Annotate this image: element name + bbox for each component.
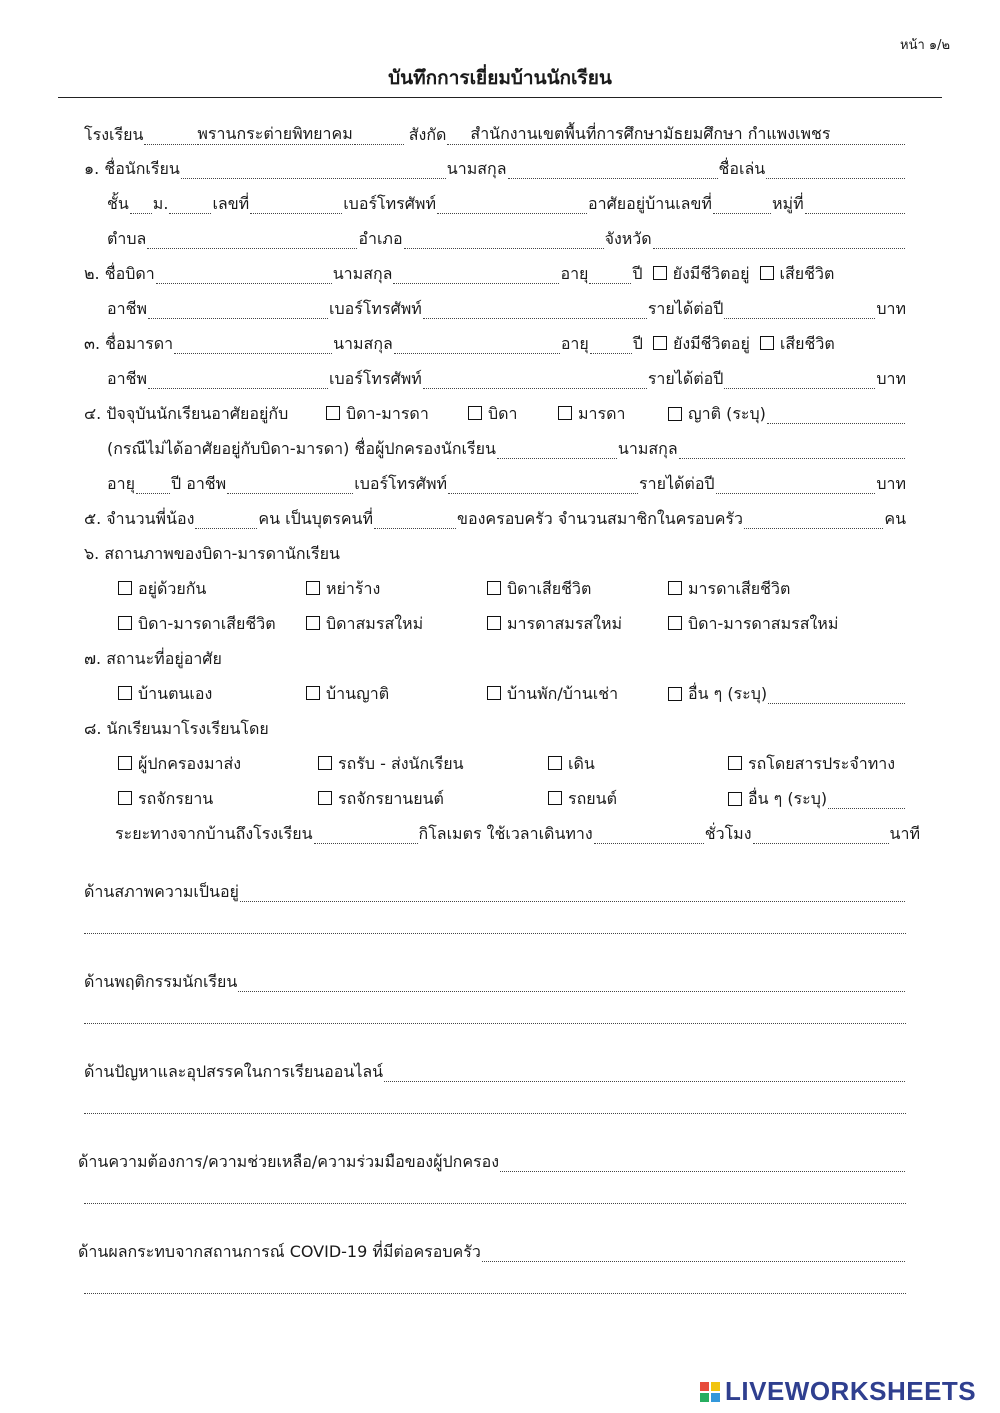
father-job-label: อาชีพ [107, 299, 147, 318]
school-label: โรงเรียน [84, 125, 144, 144]
transport-option[interactable] [318, 754, 464, 774]
s7-label: ๗. สถานะที่อยู่อาศัย [84, 649, 222, 668]
distance-label: ระยะทางจากบ้านถึงโรงเรียน [115, 824, 313, 843]
checkbox-icon [653, 336, 667, 350]
siblings-label: ๕. จำนวนพี่น้อง [84, 509, 195, 528]
district-input[interactable] [404, 232, 604, 249]
mother-deceased-checkbox[interactable] [760, 334, 780, 354]
option-label: มารดาเสียชีวิต [688, 579, 791, 598]
father-year-label: ปี [632, 264, 643, 283]
mother-surname-input[interactable] [394, 337, 560, 354]
checkbox-icon [668, 581, 682, 595]
lives-with-option-relative[interactable] [668, 404, 906, 424]
checkbox-icon [728, 756, 742, 770]
father-income-label: รายได้ต่อปี [647, 299, 724, 318]
online-input[interactable] [384, 1065, 905, 1082]
student-phone-label: เบอร์โทรศัพท์ [343, 194, 437, 213]
transport-option[interactable] [548, 754, 595, 774]
checkbox-icon [326, 406, 340, 420]
option-label: เดิน [568, 754, 595, 773]
transport-option[interactable] [728, 754, 895, 774]
option-label: รถรับ - ส่งนักเรียน [338, 754, 464, 773]
logo-square [711, 1382, 720, 1391]
needs-section [78, 1152, 906, 1172]
mother-income-input[interactable] [724, 372, 875, 389]
school-suffix-line [354, 128, 404, 145]
checkbox-icon [318, 791, 332, 805]
option-label: บิดา-มารดาสมรสใหม่ [688, 614, 839, 633]
student-name-label: ๑. ชื่อนักเรียน [84, 159, 180, 178]
residence-option-other[interactable] [668, 684, 906, 704]
father-baht-label: บาท [876, 299, 906, 318]
option-label: บิดาสมรสใหม่ [326, 614, 424, 633]
guardian-name-input[interactable] [497, 442, 617, 459]
class-input[interactable] [169, 197, 211, 214]
checkbox-icon [468, 406, 482, 420]
siblings-input[interactable] [195, 512, 257, 529]
option-label: รถจักรยาน [138, 789, 214, 808]
s1-row-2 [107, 194, 906, 214]
option-label: บิดา-มารดา [346, 404, 429, 423]
house-number-input[interactable] [713, 197, 771, 214]
residence-option[interactable] [487, 684, 618, 704]
affiliation-prefix-line [447, 128, 469, 145]
km-label: กิโลเมตร ใช้เวลาเดินทาง [418, 824, 593, 843]
checkbox-icon [668, 616, 682, 630]
checkbox-icon [548, 791, 562, 805]
mother-income-label: รายได้ต่อปี [647, 369, 724, 388]
parent-status-option[interactable] [306, 614, 423, 634]
covid-input[interactable] [482, 1245, 905, 1262]
liveworksheets-brand[interactable] [700, 1376, 976, 1407]
logo-square [700, 1382, 709, 1391]
transport-option[interactable] [118, 789, 213, 809]
s6-label: ๖. สถานภาพของบิดา-มารดานักเรียน [84, 544, 340, 563]
option-label: รถจักรยานยนต์ [338, 789, 444, 808]
school-prefix-line [144, 128, 196, 145]
checkbox-icon [118, 791, 132, 805]
behavior-input[interactable] [238, 975, 905, 992]
distance-row [115, 824, 920, 844]
father-alive-checkbox[interactable] [653, 264, 673, 284]
mother-job-input[interactable] [148, 372, 328, 389]
parent-status-option[interactable] [118, 614, 276, 634]
mother-age-label: อายุ [560, 334, 589, 353]
s8-label: ๘. นักเรียนมาโรงเรียนโดย [84, 719, 269, 738]
checkbox-icon [306, 616, 320, 630]
school-value[interactable]: พรานกระต่ายพิทยาคม [197, 124, 353, 143]
guardian-income-input[interactable] [716, 477, 876, 494]
parent-status-option[interactable] [668, 579, 790, 599]
checkbox-icon [760, 266, 774, 280]
option-label: อยู่ด้วยกัน [138, 579, 207, 598]
checkbox-icon [306, 581, 320, 595]
house-number-label: อาศัยอยู่บ้านเลขที่ [588, 194, 712, 213]
residence-option[interactable] [306, 684, 389, 704]
option-label: หย่าร้าง [326, 579, 381, 598]
s2-row-2 [107, 299, 906, 319]
student-number-input[interactable] [250, 197, 342, 214]
option-label: ผู้ปกครองมาส่ง [138, 754, 242, 773]
nickname-label: ชื่อเล่น [718, 159, 766, 178]
father-alive-label: ยังมีชีวิตอยู่ [672, 264, 750, 283]
behavior-input-line-2[interactable] [84, 1023, 906, 1024]
student-surname-input[interactable] [508, 162, 718, 179]
s4-row-3 [107, 474, 906, 494]
transport-option[interactable] [548, 789, 617, 809]
checkbox-icon [487, 616, 501, 630]
village-input[interactable] [805, 197, 905, 214]
father-age-label: อายุ [560, 264, 589, 283]
online-label: ด้านปัญหาและอุปสรรคในการเรียนออนไลน์ [84, 1062, 384, 1081]
family-members-label: ของครอบครัว จำนวนสมาชิกในครอบครัว [457, 509, 743, 528]
page-title: บันทึกการเยี่ยมบ้านนักเรียน [388, 67, 612, 89]
needs-label: ด้านความต้องการ/ความช่วยเหลือ/ความร่วมมือของผู้ปกครอง [78, 1152, 500, 1171]
lives-with-option-mother[interactable] [558, 404, 626, 424]
checkbox-icon [558, 406, 572, 420]
father-deceased-label: เสียชีวิต [779, 264, 835, 283]
option-label: อื่น ๆ (ระบุ) [688, 684, 768, 703]
mother-year-label: ปี [632, 334, 643, 353]
s1-row-3 [107, 229, 906, 249]
option-label: บ้านพัก/บ้านเช่า [507, 684, 619, 703]
class-prefix-line [130, 197, 152, 214]
guardian-surname-label: นามสกุล [617, 439, 678, 458]
covid-label: ด้านผลกระทบจากสถานการณ์ COVID-19 ที่มีต่อครอบครัว [78, 1242, 481, 1261]
online-input-line-2[interactable] [84, 1113, 906, 1114]
minute-label: นาที [889, 824, 920, 843]
subdistrict-label: ตำบล [107, 229, 147, 248]
affiliation-value[interactable]: สำนักงานเขตพื้นที่การศึกษามัธยมศึกษา กำแพงเพชร [470, 124, 831, 143]
s5-row [84, 509, 906, 529]
father-surname-label: นามสกุล [332, 264, 393, 283]
lives-with-option-parents[interactable] [326, 404, 429, 424]
option-label: บิดา-มารดาเสียชีวิต [138, 614, 276, 633]
logo-square [700, 1393, 709, 1402]
mother-job-label: อาชีพ [107, 369, 147, 388]
child-order-label: คน เป็นบุตรคนที่ [258, 509, 374, 528]
guardian-name-label: (กรณีไม่ได้อาศัยอยู่กับบิดา-มารดา) ชื่อผู้ปกครองนักเรียน [107, 439, 496, 458]
mother-deceased-label: เสียชีวิต [779, 334, 835, 353]
father-phone-input[interactable] [423, 302, 647, 319]
checkbox-icon [487, 686, 501, 700]
child-order-input[interactable] [374, 512, 456, 529]
family-person-label: คน [884, 509, 906, 528]
option-label: มารดาสมรสใหม่ [507, 614, 623, 633]
mother-alive-label: ยังมีชีวิตอยู่ [672, 334, 750, 353]
option-label: อื่น ๆ (ระบุ) [748, 789, 828, 808]
guardian-age-input[interactable] [136, 477, 170, 494]
parent-status-option[interactable] [487, 614, 622, 634]
option-label: รถยนต์ [568, 789, 617, 808]
province-label: จังหวัด [604, 229, 652, 248]
subdistrict-input[interactable] [147, 232, 357, 249]
class-label: ชั้น [107, 194, 129, 213]
guardian-surname-input[interactable] [679, 442, 905, 459]
parent-status-option[interactable] [487, 579, 591, 599]
lives-with-option-father[interactable] [468, 404, 518, 424]
guardian-phone-input[interactable] [448, 477, 638, 494]
residence-option[interactable] [118, 684, 212, 704]
relative-specify-input[interactable] [767, 407, 905, 424]
checkbox-icon [118, 581, 132, 595]
option-label: มารดา [578, 404, 626, 423]
guardian-income-label: รายได้ต่อปี [639, 474, 715, 493]
father-name-input[interactable] [156, 267, 332, 284]
page-number: หน้า ๑/๒ [900, 38, 951, 53]
transport-option[interactable] [318, 789, 444, 809]
affiliation-suffix-line [832, 128, 905, 145]
option-label: บ้านญาติ [326, 684, 390, 703]
father-job-input[interactable] [148, 302, 328, 319]
mother-surname-label: นามสกุล [333, 334, 393, 353]
checkbox-icon [118, 686, 132, 700]
checkbox-icon [118, 756, 132, 770]
s4-row-2 [107, 439, 906, 459]
s1-row-1 [84, 159, 906, 179]
nickname-input[interactable] [766, 162, 905, 179]
mother-phone-label: เบอร์โทรศัพท์ [329, 369, 422, 388]
checkbox-icon [728, 792, 742, 806]
mother-age-input[interactable] [590, 337, 632, 354]
option-label: บ้านตนเอง [138, 684, 213, 703]
online-section [84, 1062, 906, 1082]
living-input[interactable] [240, 885, 905, 902]
needs-input[interactable] [500, 1155, 905, 1172]
guardian-job-input[interactable] [227, 477, 353, 494]
transport-option-other[interactable] [728, 789, 906, 809]
brand-name: LIVEWORKSHEETS [725, 1376, 977, 1406]
behavior-section [84, 972, 906, 992]
s4-label: ๔. ปัจจุบันนักเรียนอาศัยอยู่กับ [84, 404, 289, 423]
option-label: บิดาเสียชีวิต [507, 579, 592, 598]
student-surname-label: นามสกุล [446, 159, 507, 178]
father-surname-input[interactable] [393, 267, 559, 284]
s3-row-1 [84, 334, 906, 354]
needs-input-line-2[interactable] [84, 1203, 906, 1204]
covid-input-line-2[interactable] [84, 1293, 906, 1294]
guardian-year-job-label: ปี อาชีพ [170, 474, 227, 493]
covid-section [78, 1242, 906, 1262]
father-income-input[interactable] [724, 302, 875, 319]
parent-status-option[interactable] [118, 579, 206, 599]
checkbox-icon [653, 266, 667, 280]
student-name-input[interactable] [181, 162, 446, 179]
distance-input[interactable] [314, 827, 418, 844]
father-name-label: ๒. ชื่อบิดา [84, 264, 155, 283]
parent-status-option[interactable] [668, 614, 838, 634]
guardian-phone-label: เบอร์โทรศัพท์ [354, 474, 448, 493]
living-section [84, 882, 906, 902]
affiliation-label: สังกัด [408, 125, 447, 144]
hours-input[interactable] [594, 827, 704, 844]
district-label: อำเภอ [358, 229, 403, 248]
liveworksheets-logo-icon [700, 1382, 720, 1402]
father-age-input[interactable] [589, 267, 631, 284]
guardian-age-label: อายุ [107, 474, 135, 493]
village-label: หมู่ที่ [771, 194, 804, 213]
living-label: ด้านสภาพความเป็นอยู่ [84, 882, 239, 901]
checkbox-icon [760, 336, 774, 350]
hour-label: ชั่วโมง [704, 824, 752, 843]
mother-alive-checkbox[interactable] [653, 334, 673, 354]
checkbox-icon [668, 407, 682, 421]
living-input-line-2[interactable] [84, 933, 906, 934]
province-input[interactable] [653, 232, 905, 249]
guardian-baht-label: บาท [876, 474, 906, 493]
mother-baht-label: บาท [876, 369, 906, 388]
father-phone-label: เบอร์โทรศัพท์ [329, 299, 422, 318]
s2-row-1 [84, 264, 906, 284]
father-deceased-checkbox[interactable] [760, 264, 780, 284]
minutes-input[interactable] [753, 827, 889, 844]
mother-name-input[interactable] [174, 337, 332, 354]
behavior-label: ด้านพฤติกรรมนักเรียน [84, 972, 238, 991]
checkbox-icon [487, 581, 501, 595]
option-label: บิดา [488, 404, 518, 423]
family-members-input[interactable] [744, 512, 883, 529]
transport-other-input[interactable] [828, 792, 905, 809]
residence-other-input[interactable] [768, 687, 905, 704]
option-label: รถโดยสารประจำทาง [748, 754, 896, 773]
parent-status-option[interactable] [306, 579, 380, 599]
student-phone-input[interactable] [437, 197, 587, 214]
school-row [84, 124, 906, 145]
student-number-label: เลขที่ [212, 194, 250, 213]
s3-row-2 [107, 369, 906, 389]
checkbox-icon [306, 686, 320, 700]
class-value[interactable]: ม. [152, 194, 169, 213]
transport-option[interactable] [118, 754, 241, 774]
mother-name-label: ๓. ชื่อมารดา [84, 334, 174, 353]
mother-phone-input[interactable] [423, 372, 647, 389]
checkbox-icon [548, 756, 562, 770]
checkbox-icon [118, 616, 132, 630]
checkbox-icon [668, 687, 682, 701]
checkbox-icon [318, 756, 332, 770]
title-divider [58, 97, 942, 98]
option-label: ญาติ (ระบุ) [688, 404, 766, 423]
logo-square [711, 1393, 720, 1402]
